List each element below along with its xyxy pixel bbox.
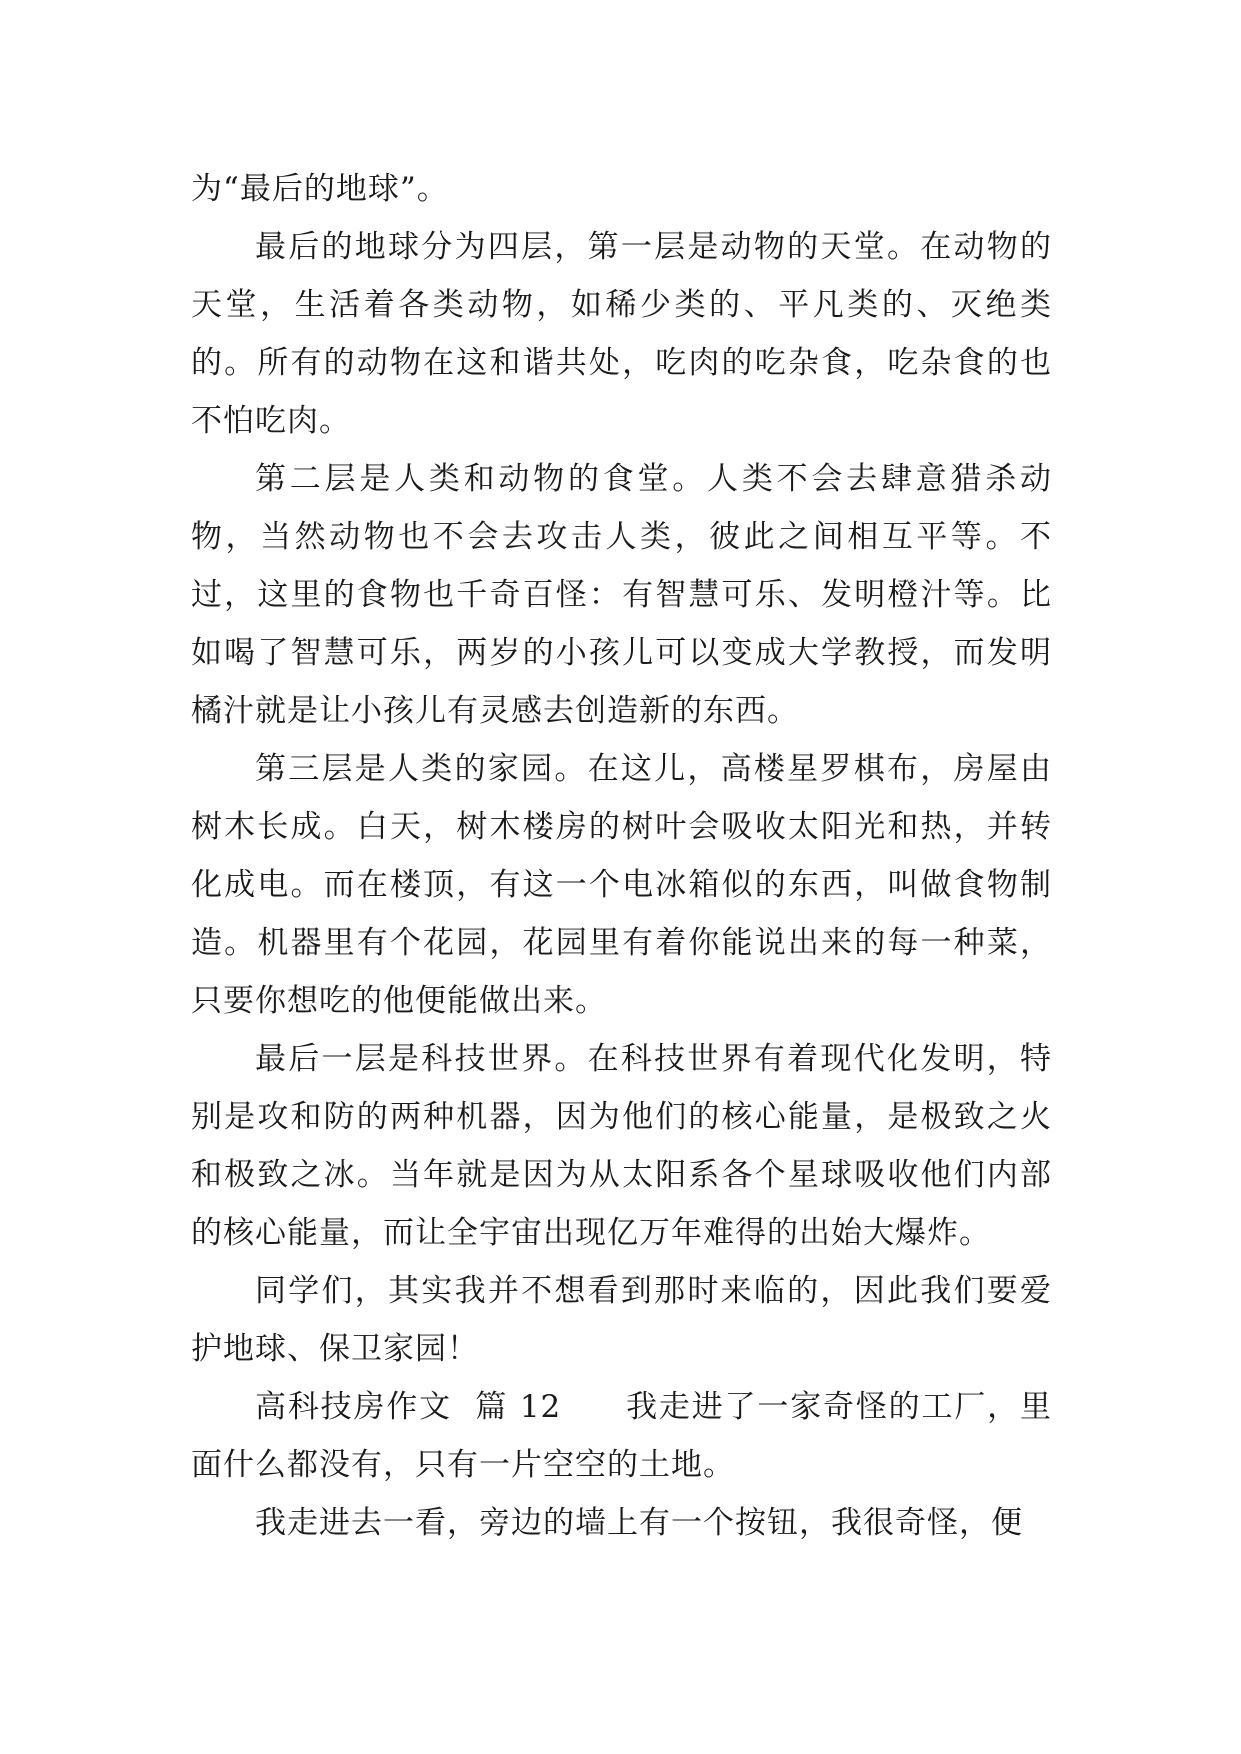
- paragraph-6: 同学们，其实我并不想看到那时来临的，因此我们要爱护地球、保卫家园！: [191, 1273, 1052, 1367]
- paragraph-2: 最后的地球分为四层，第一层是动物的天堂。在动物的天堂，生活着各类动物，如稀少类的、平凡类的、灭绝类的。所有的动物在这和谐共处，吃肉的吃杂食，吃杂食的也不怕吃肉。: [191, 229, 1052, 439]
- document-body: [191, 160, 1052, 1552]
- essay-number: 篇 12: [475, 1389, 562, 1425]
- essay-title: 高科技房作文: [255, 1389, 452, 1425]
- paragraph-4: 第三层是人类的家园。在这儿，高楼星罗棋布，房屋由树木长成。白天，树木楼房的树叶会吸收太阳光和热，并转化成电。而在楼顶，有这一个电冰箱似的东西，叫做食物制造。机器里有个花园，花园里有着你能说出来的每一种菜，只要你想吃的他便能做出来。: [191, 751, 1052, 1019]
- paragraph-3: 第二层是人类和动物的食堂。人类不会去肆意猎杀动物，当然动物也不会去攻击人类，彼此之间相互平等。不过，这里的食物也千奇百怪：有智慧可乐、发明橙汁等。比如喝了智慧可乐，两岁的小孩儿可以变成大学教授，而发明橘汁就是让小孩儿有灵感去创造新的东西。: [191, 461, 1052, 729]
- paragraph-5: 最后一层是科技世界。在科技世界有着现代化发明，特别是攻和防的两种机器，因为他们的核心能量，是极致之火和极致之冰。当年就是因为从太阳系各个星球吸收他们内部的核心能量，而让全宇宙出现亿万年难得的出始大爆炸。: [191, 1041, 1052, 1251]
- essay-heading-paragraph: [191, 1378, 1052, 1494]
- essay-opening-text: 我走进了一家奇怪的工厂，里面什么都没有，只有一片空空的土地。: [191, 1389, 1052, 1483]
- paragraph-1: 为“最后的地球”。: [191, 171, 449, 207]
- paragraph-last: 我走进去一看，旁边的墙上有一个按钮，我很奇怪，便: [255, 1505, 1023, 1541]
